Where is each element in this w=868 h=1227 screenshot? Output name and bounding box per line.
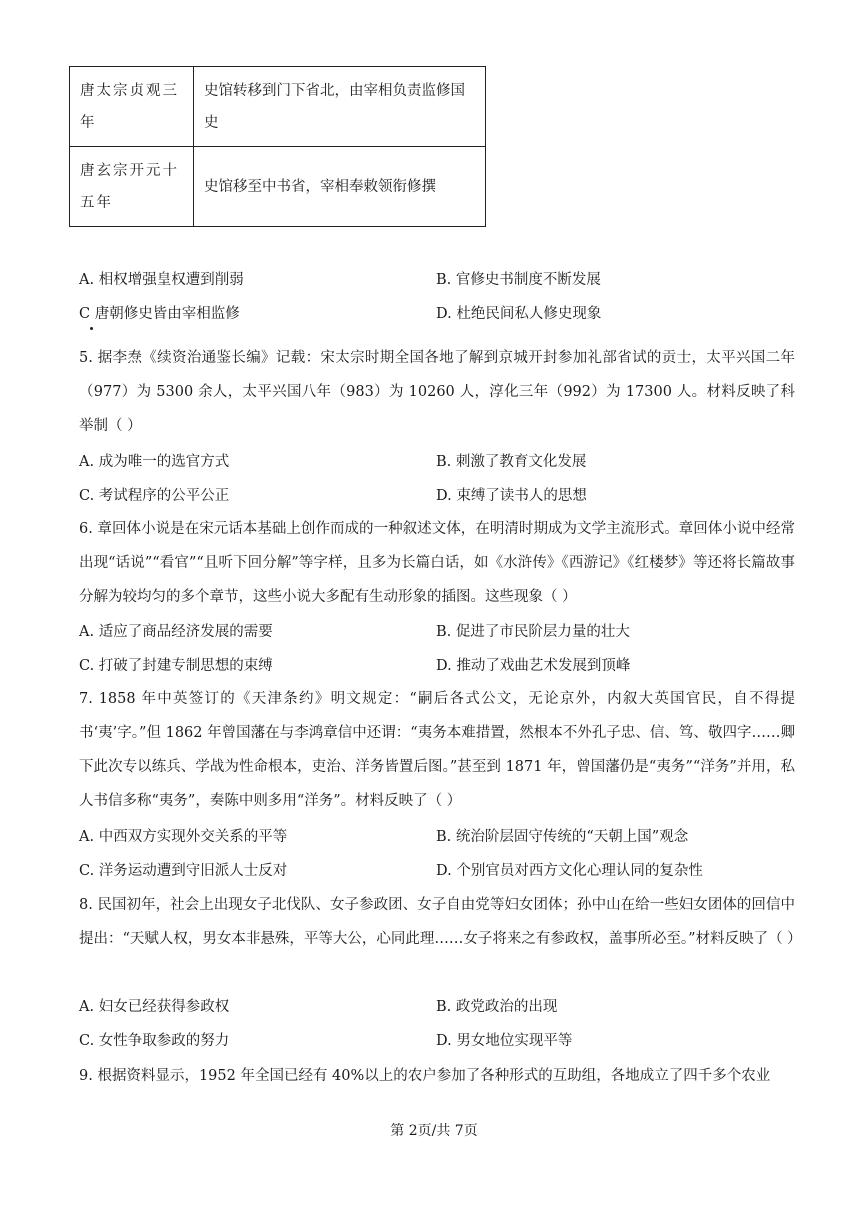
q7-options-row-1 [79, 820, 795, 854]
table-row [70, 67, 486, 147]
question-7 [79, 682, 795, 818]
q7-option-d[interactable]: D. 个别官员对西方文化心理认同的复杂性 [436, 863, 703, 879]
q8-option-d[interactable]: D. 男女地位实现平等 [436, 1033, 573, 1049]
q6-option-b[interactable]: B. 促进了市民阶层力量的壮大 [436, 624, 630, 640]
q8-option-a[interactable]: A. 妇女已经获得参政权 [79, 999, 230, 1015]
q8-stem: 8. 民国初年，社会上出现女子北伐队、女子参政团、女子自由党等妇女团体；孙中山在给一些妇女团体的回信中提出：“天赋人权，男女本非悬殊，平等大公，心同此理……女子将来之有参政权，盖事所必至。”材料反映了（ ） [79, 897, 802, 947]
table-cell-period: 唐太宗贞观三年 [70, 67, 194, 147]
q9-stem: 9. 根据资料显示，1952 年全国已经有 40%以上的农户参加了各种形式的互助组，各地成立了四千多个农业 [79, 1068, 771, 1084]
q5-options-row-1 [79, 445, 795, 479]
q6-option-d[interactable]: D. 推动了戏曲艺术发展到顶峰 [436, 658, 631, 674]
q8-options-row-1 [79, 990, 795, 1024]
q4-options-row-1 [79, 263, 795, 297]
question-8 [79, 888, 802, 956]
q7-option-a[interactable]: A. 中西双方实现外交关系的平等 [79, 829, 288, 845]
q5-option-d[interactable]: D. 束缚了读书人的思想 [436, 488, 587, 504]
q4-option-c[interactable]: C 唐朝修史皆由宰相监修 [79, 306, 240, 322]
q7-option-b[interactable]: B. 统治阶层固守传统的“天朝上国”观念 [436, 829, 689, 845]
q4-option-b[interactable]: B. 官修史书制度不断发展 [436, 272, 601, 288]
q5-option-a[interactable]: A. 成为唯一的选官方式 [79, 454, 230, 470]
q5-options-row-2 [79, 479, 795, 513]
q7-stem: 7. 1858 年中英签订的《天津条约》明文规定：“嗣后各式公文，无论京外，内叙大英国官民，自不得提书‘夷’字。”但 1862 年曾国藩在与李鸿章信中还谓：“夷务本难措置，然根本不外孔子忠、信、笃、敬四字……卿下此次专以练兵、学战为性命根本，吏治、洋务皆置后图。”甚至到 1871 年，曾国藩仍是“夷务”“洋务”并用，私人书信多称“夷务”，奏陈中则多用“洋务”。材料反映了（ ） [79, 691, 795, 809]
page-number: 第 2页/共 7页 [390, 1123, 478, 1139]
q6-option-c[interactable]: C. 打破了封建专制思想的束缚 [79, 658, 273, 674]
q5-stem: 5. 据李焘《续资治通鉴长编》记载：宋太宗时期全国各地了解到京城开封参加礼部省试的贡士，太平兴国二年（977）为 5300 余人，太平兴国八年（983）为 10260 人，淳化三年（992）为 17300 人。材料反映了科举制（ ） [79, 350, 795, 434]
q7-option-c[interactable]: C. 洋务运动遭到守旧派人士反对 [79, 863, 288, 879]
ink-dot [90, 327, 93, 330]
question-5 [79, 341, 795, 443]
history-table [69, 66, 486, 227]
q8-option-c[interactable]: C. 女性争取参政的努力 [79, 1033, 230, 1049]
table-row [70, 147, 486, 227]
table-cell-content: 史馆移至中书省，宰相奉敕领衔修撰 [194, 147, 486, 227]
q5-option-b[interactable]: B. 刺激了教育文化发展 [436, 454, 587, 470]
q7-options-row-2 [79, 854, 795, 888]
q6-options-row-2 [79, 649, 795, 683]
q6-stem: 6. 章回体小说是在宋元话本基础上创作而成的一种叙述文体，在明清时期成为文学主流形式。章回体小说中经常出现“话说”“看官”“且听下回分解”等字样，且多为长篇白话，如《水浒传》《西游记》《红楼梦》等还将长篇故事分解为较均匀的多个章节，这些小说大多配有生动形象的插图。这些现象（ ） [79, 521, 795, 605]
question-6 [79, 512, 795, 614]
table-cell-content: 史馆转移到门下省北，由宰相负责监修国史 [194, 67, 486, 147]
q4-options-row-2 [79, 297, 795, 331]
q5-option-c[interactable]: C. 考试程序的公平公正 [79, 488, 230, 504]
q4-option-a[interactable]: A. 相权增强皇权遭到削弱 [79, 272, 244, 288]
q6-option-a[interactable]: A. 适应了商品经济发展的需要 [79, 624, 273, 640]
q8-option-b[interactable]: B. 政党政治的出现 [436, 999, 558, 1015]
q4-option-d[interactable]: D. 杜绝民间私人修史现象 [436, 306, 602, 322]
table-cell-period: 唐玄宗开元十五年 [70, 147, 194, 227]
q6-options-row-1 [79, 615, 795, 649]
q8-options-row-2 [79, 1024, 795, 1058]
question-9 [79, 1059, 795, 1093]
